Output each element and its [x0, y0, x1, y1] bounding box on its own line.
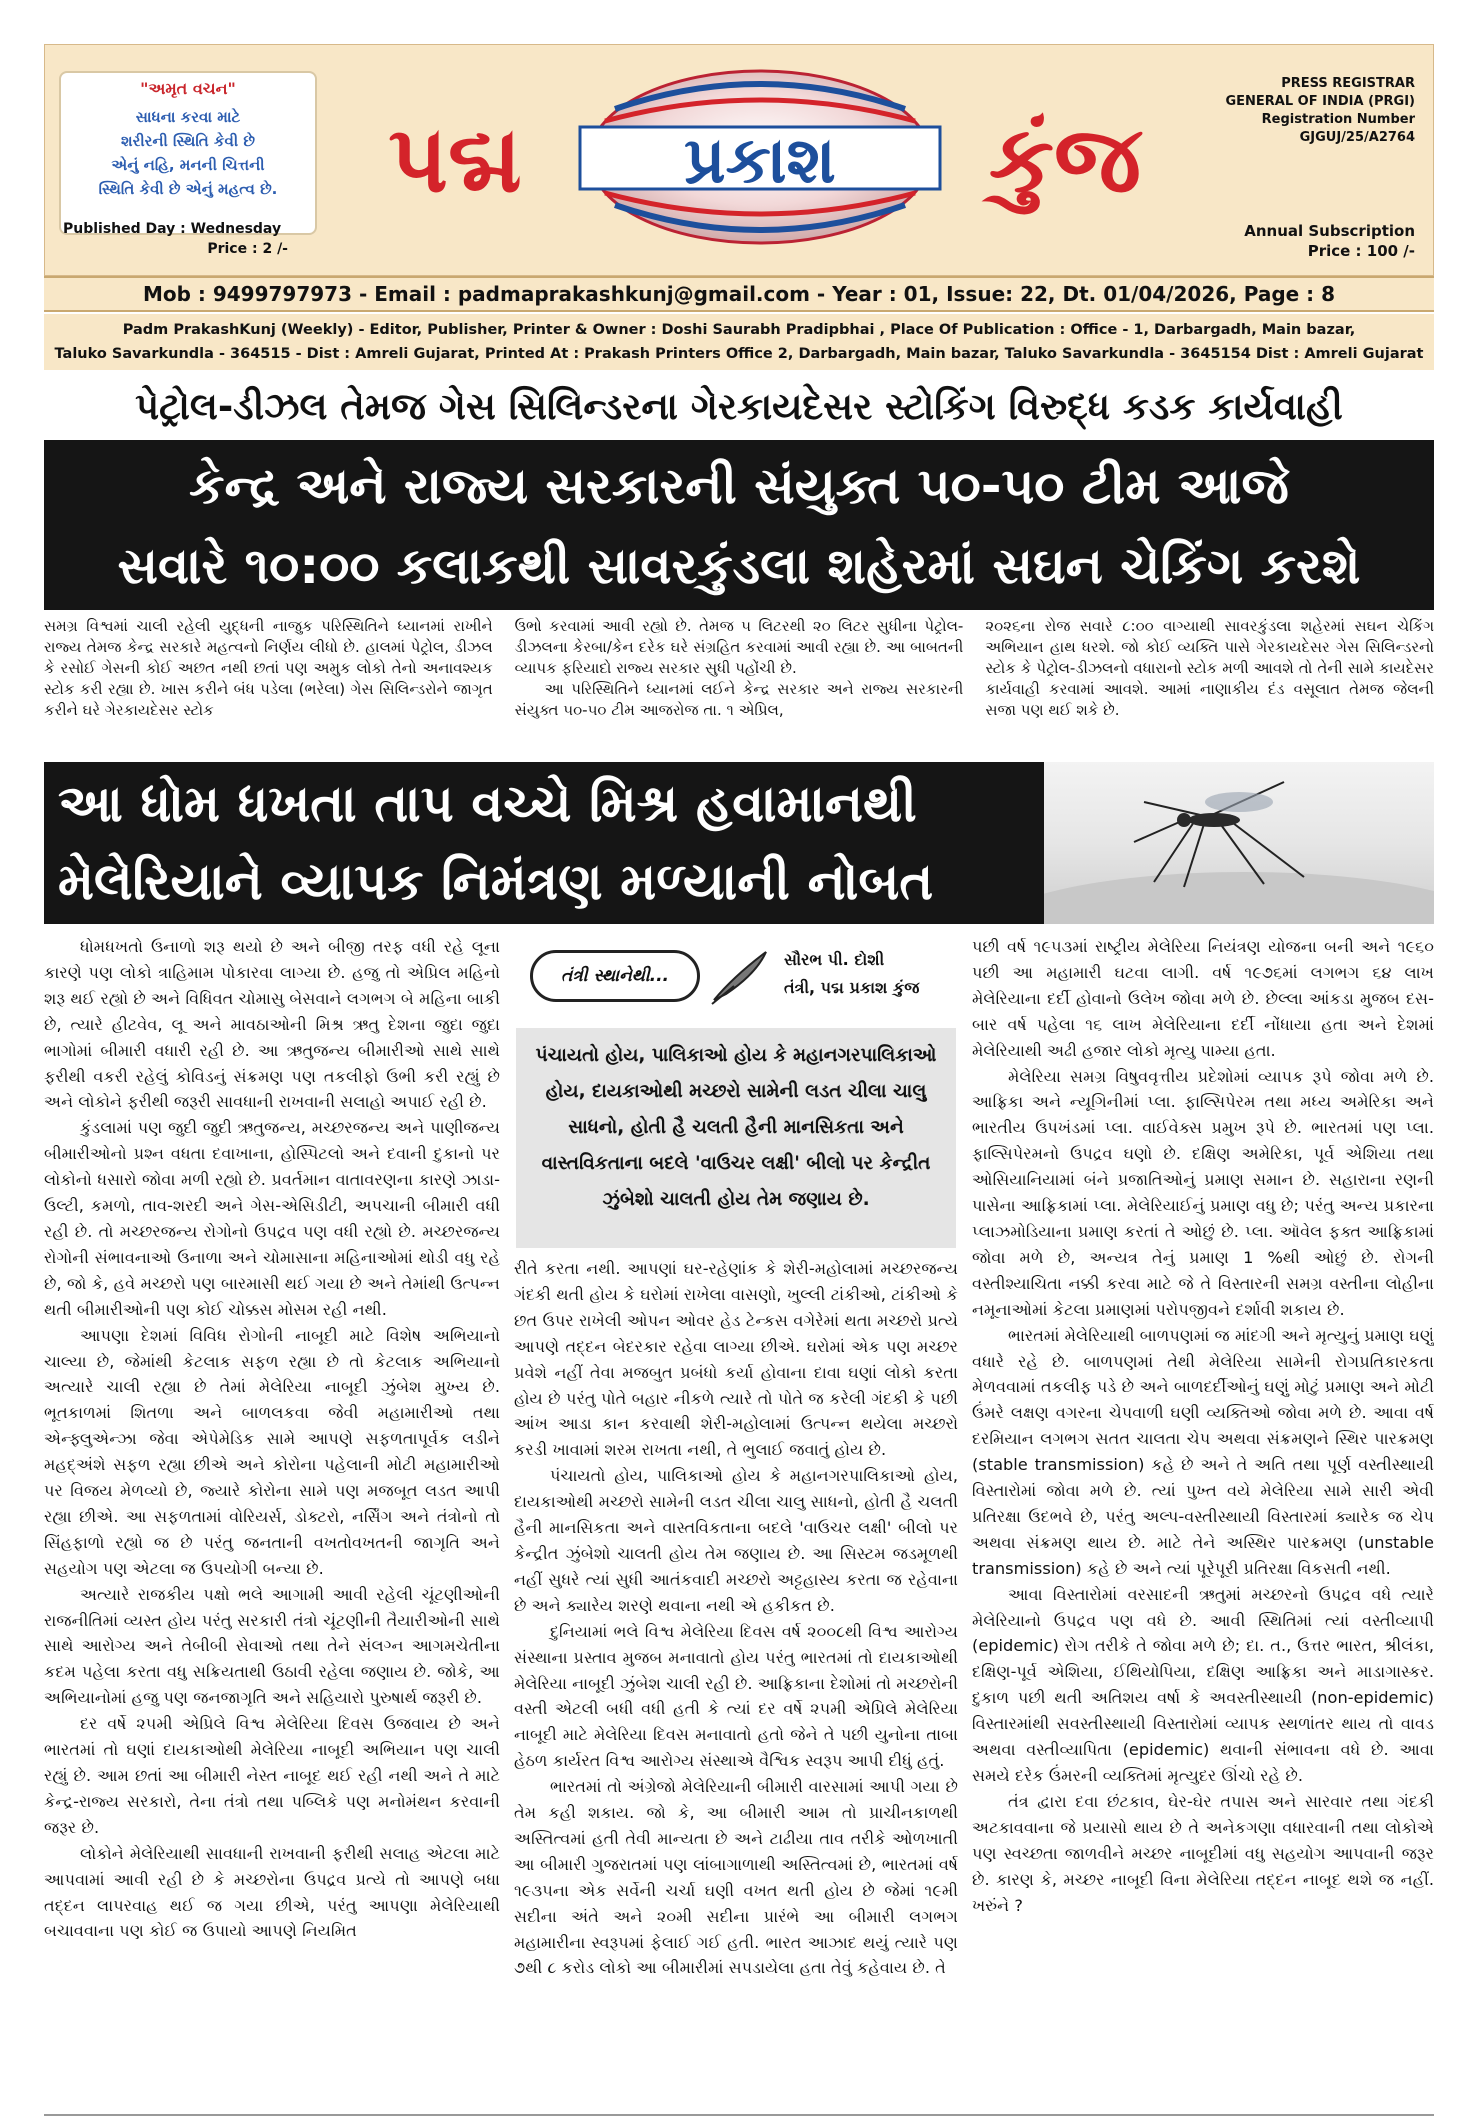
mosquito-icon: [1044, 762, 1434, 924]
quote-line: શરીરની સ્થિતિ કેવી છે: [121, 132, 255, 150]
title-left: પદ્મ: [388, 106, 522, 213]
imprint-line: Padm PrakashKunj (Weekly) - Editor, Publisher, Printer & Owner : Doshi Saurabh Pradipbhai , Place Of Publication : Office - 1, Darbargadh, Main bazar,: [122, 322, 1356, 338]
story2-column-b: [514, 1256, 958, 2114]
headline-line: સવારે ૧૦:૦૦ કલાકથી સાવરકુંડલા શહેરમાં સઘન ચેકિંગ કરશે: [117, 537, 1361, 595]
paragraph: રીતે કરતા નથી. આપણાં ઘર-રહેણાંક કે શેરી-મહોલામાં મચ્છરજન્ય ગંદકી થતી હોય કે ઘરોમાં રાખેલા વાસણો, ખુલ્લી ટાંકીઓ, ટાંકીઓ કે છત ઉપર રાખેલી ઓપન ઓવર હેડ ટેન્કસ વગેરેમાં થતા મચ્છરો પ્રત્યે આપણે તદ્દન બેદરકાર રહેવા લાગ્યા છીએ. ઘરોમાં એક પણ મચ્છર પ્રવેશે નહીં તેવા મજબુત પ્રબંધો કર્યા હોવાના દાવા ઘણાં લોકો કરતા હોય છે પરંતુ પોતે બહાર નીકળે ત્યારે તો પોતે જ કરેલી ગંદકી કે પછી આંખ આડા કાન કરવાથી શેરી-મહોલામાં ઉત્પન્ન થયેલા મચ્છરો કરડી ખાવામાં શરમ રાખતા નથી, તે ભુલાઈ જવાતું હોય છે.: [514, 1259, 958, 1460]
paragraph: દર વર્ષે ૨૫મી એપ્રિલે વિશ્વ મેલેરિયા દિવસ ઉજવાય છે અને ભારતમાં તો ઘણાં દાયકાઓથી મેલેરિયા નાબૂદી અભિયાન પણ ચાલી રહ્યું છે. આમ છતાં આ બીમારી નેસ્ત નાબૂદ થઈ રહી નથી અને તે માટે કેન્દ્ર-રાજ્ય સરકારો, તેના તંત્રો તથા પબ્લિકે પણ મનોમંથન કરવાની જરૂર છે.: [44, 1714, 500, 1837]
registration-block: [1225, 75, 1415, 147]
paragraph: ભારતમાં મેલેરિયાથી બાળપણમાં જ માંદગી અને મૃત્યુનું પ્રમાણ ઘણું વધારે રહે છે. બાળપણમાં તેથી મેલેરિયા સામેની રોગપ્રતિકારકતા મેળવવામાં તકલીફ પડે છે અને બાળદર્દીઓનું ઘણું મોટું પ્રમાણ અને મોટી ઉંમરે લક્ષણ વગરના ચેપવાળી ઘણી વ્યક્તિઓ જોવા મળે છે. આવા વર્ષ દરમિયાન લગભગ સતત ચાલતા ચેપ અથવા સંક્રમણને સ્થિર પારક્રમણ (stable transmission) કહે છે અને તે અતિ તથા પૂર્ણ વસ્તીસ્થાયી વિસ્તારોમાં જોવા મળે છે. ત્યાં પુખ્ત વયે મેલેરિયા સામે સારી એવી પ્રતિરક્ષા ઉદભવે છે, પરંતુ અલ્પ-વસ્તીસ્થાયી વિસ્તારમાં ક્યારેક જ ચેપ અથવા સંક્રમણ થાય છે. માટે તેને અસ્થિર પારક્રમણ (unstable transmission) કહે છે અને ત્યાં પૂરેપૂરી પ્રતિરક્ષા વિકસતી નથી.: [972, 1325, 1434, 1578]
story1-column: ૨૦૨૬ના રોજ સવારે ૮:૦૦ વાગ્યાથી સાવરકુંડલા શહેરમાં સઘન ચેકિંગ અભિયાન હાથ ધરશે. જો કોઈ વ્યક્તિ પાસે ગેરકાયદેસર ગેસ સિલિન્ડરનો સ્ટોક કે પેટ્રોલ-ડીઝલનો વધારાનો સ્ટોક મળી આવશે તો તેની સામે કાયદેસર કાર્યવાહી કરવામાં આવશે. આમાં નાણાકીય દંડ વસૂલાત તેમજ જેલની સજા પણ થઈ શકે છે.: [985, 617, 1435, 719]
paragraph: આપણા દેશમાં વિવિધ રોગોની નાબૂદી માટે વિશેષ અભિયાનો ચાલ્યા છે, જેમાંથી કેટલાક સફળ રહ્યા છે તો કેટલાક અભિયાનો અત્યારે ચાલી રહ્યા છે તેમાં મેલેરિયા નાબૂદી ઝુંબેશ મુખ્ય છે. ભૂતકાળમાં શિતળા અને બાળલકવા જેવી મહામારીઓ તથા એન્ફ્લુએન્ઝા જેવા એપેમેડિક સામે આપણે સફળતાપૂર્વક લડીને મહદ્અંશે સફળ રહ્યા છીએ અને કોરોના પહેલાની મોટી મહામારીઓ પર વિજય મેળવ્યો છે, જ્યારે કોરોના સામે પણ મજબૂત લડત આપી રહ્યા છીએ. આ સફળતામાં વોરિયર્સ, ડોક્ટરો, નર્સિંગ અને તંત્રોનો તો સિંહફાળો રહ્યો જ છે પરંતુ જનતાની વખતોવખતની જાગૃતિ અને સહયોગ પણ એટલા જ ઉપયોગી બન્યા છે.: [44, 1325, 500, 1578]
annual-price: Price : 100 /-: [1307, 242, 1415, 260]
imprint-line: Taluko Savarkundla - 364515 - Dist : Amreli Gujarat, Printed At : Prakash Printers Office 2, Darbargadh, Main bazar, Taluko Savarkundla - 3645154 Dist : Amreli Gujarat: [54, 346, 1424, 362]
paragraph: આ પરિસ્થિતિને ધ્યાનમાં લઈને કેન્દ્ર સરકાર અને રાજ્ય સરકારની સંયુક્ત ૫૦-૫૦ ટીમ આજરોજ તા. ૧ એપ્રિલ,: [514, 680, 964, 719]
pull-quote: પંચાયતો હોય, પાલિકાઓ હોય કે મહાનગરપાલિકાઓ હોય, દાયકાઓથી મચ્છરો સામેની લડત ચીલા ચાલુ સાધનો, હોતી હૈ ચલતી હૈની માનસિકતા અને વાસ્તવિકતાના બદલે 'વાઉચર લક્ષી' બીલો પર કેન્દ્રીત ઝુંબેશો ચાલતી હોય તેમ જણાય છે.: [516, 1028, 956, 1248]
story1-body: [44, 616, 1434, 742]
paragraph: પછી વર્ષ ૧૯૫૩માં રાષ્ટ્રીય મેલેરિયા નિયંત્રણ યોજના બની અને ૧૯૬૦ પછી આ મહામારી ઘટવા લાગી. વર્ષ ૧૯૭૬માં લગભગ ૬૪ લાખ મેલેરિયાના દર્દી હોવાનો ઉલેખ જોવા મળે છે. છેલ્લા આંકડા મુજબ દસ-બાર વર્ષ પહેલા ૧૬ લાખ મેલેરિયાના દર્દી નોંધાયા હતા અને દેશમાં મેલેરિયાથી અઢી હજાર લોકો મૃત્યુ પામ્યા હતા.: [972, 937, 1434, 1060]
paragraph: આવા વિસ્તારોમાં વરસાદની ઋતુમાં મચ્છરનો ઉપદ્રવ વધે ત્યારે મેલેરિયાનો ઉપદ્રવ પણ વધે છે. આવી સ્થિતિમાં ત્યાં વસ્તીવ્યાપી (epidemic) રોગ તરીકે તે જોવા મળે છે; દા. ત., ઉત્તર ભારત, શ્રીલંકા, દક્ષિણ-પૂર્વ એશિયા, ઈથિયોપિયા, દક્ષિણ આફ્રિકા અને માડાગાસ્કર. દુકાળ પછી થતી અતિશય વર્ષા કે અવસ્તીસ્થાયી (non-epidemic) વિસ્તારમાંથી સવસ્તીસ્થાયી વિસ્તારોમાં વ્યાપક સ્થળાંતર થાય તો વાવડ અથવા વસ્તીવ્યાપિતા (epidemic) થવાની સંભાવના વધે છે. આવા સમયે દરેક ઉંમરની વ્યક્તિમાં મૃત્યુદર ઊંચો રહે છે.: [972, 1584, 1434, 1785]
registration-line: PRESS REGISTRAR: [1281, 76, 1415, 91]
registration-line: Registration Number: [1261, 112, 1415, 127]
paragraph: અત્યારે રાજકીય પક્ષો ભલે આગામી આવી રહેલી ચૂંટણીઓની રાજનીતિમાં વ્યસ્ત હોય પરંતુ સરકારી તંત્રો ચૂંટણીની તૈયારીઓની સાથે સાથે આરોગ્ય અને તેબીબી સેવાઓ તથા તેને સંલગ્ન આગમચેતીના કદમ પહેલા કરતા વધુ સક્રિયતાથી ઉઠાવી રહેલા જણાય છે. જોકે, આ અભિયાનોમાં હજુ પણ જનજાગૃતિ અને સહિયારો પુરુષાર્થ જરૂરી છે.: [44, 1584, 500, 1708]
author-name: સૌરભ પી. દોશી: [784, 950, 885, 969]
mosquito-photo: [1044, 762, 1434, 924]
title-right: કુંજ: [989, 106, 1141, 213]
quote-box: [59, 71, 317, 235]
quill-pen-icon: [704, 946, 774, 1008]
title-center: પ્રકાશ: [684, 124, 836, 198]
story1-column: [515, 616, 964, 742]
paragraph: કુંડલામાં પણ જુદી જુદી ઋતુજન્ય, મચ્છરજન્ય અને પાણીજન્ય બીમારીઓનો પ્રશ્ન વધતા દવાખાના, હોસ્પિટલો અને દવાની દુકાનો પર લોકોનો ધસારો જોવા મળી રહ્યો છે. પ્રવર્તમાન વાતાવરણના કારણે ઝાડા-ઉલ્ટી, કમળો, તાવ-શરદી અને ગેસ-એસિડીટી, અપચાની બીમારી વધી રહી છે. તો મચ્છરજન્ય રોગોનો ઉપદ્રવ પણ વધી રહ્યો છે. મચ્છરજન્ય રોગોની સંભાવનાઓ ઉનાળા અને ચોમાસાના મહિનાઓમાં થોડી વધુ રહે છે, જો કે, હવે મચ્છરો પણ બારમાસી થઈ ગયા છે અને તેમાંથી ઉત્પન્ન થતી બીમારીઓની પણ કોઈ ચોક્કસ મોસમ રહી નથી.: [44, 1118, 500, 1319]
headline-line: મેલેરિયાને વ્યાપક નિમંત્રણ મળ્યાની નોબત: [58, 853, 934, 912]
paragraph: તંત્ર દ્વારા દવા છંટકાવ, ઘેર-ઘેર તપાસ અને સારવાર તથા ગંદકી અટકાવવાના જે પ્રયાસો થાય છે તે અનેકગણા વધારવાની તથા લોકોએ પણ સ્વચ્છતા જાળવીને મચ્છર નાબૂદીમાં વધુ સહયોગ આપવાની જરૂર છે. કારણ કે, મચ્છર નાબૂદી વિના મેલેરિયા તદ્દન નાબૂદ થશે જ નહીં. ખરુંને ?: [972, 1791, 1434, 1915]
contact-bar: Mob : 9499797973 - Email : padmaprakashkunj@gmail.com - Year : 01, Issue: 22, Dt. 01/04/2026, Page : 8: [44, 276, 1434, 312]
bottom-rule: [44, 2114, 1434, 2116]
headline-line: આ ધોમ ધખતા તાપ વચ્ચે મિશ્ર હવામાનથી: [58, 775, 917, 834]
story1-headline: [44, 440, 1434, 610]
editorial-badge: તંત્રી સ્થાનેથી...: [530, 950, 700, 1002]
headline-line: કેન્દ્ર અને રાજ્ય સરકારની સંયુક્ત ૫૦-૫૦ ટીમ આજે: [189, 457, 1289, 515]
story2-column-c: [972, 934, 1434, 2114]
registration-line: GJGUJ/25/A2764: [1299, 130, 1415, 145]
story2-column-a: [44, 934, 500, 2114]
paragraph: લોકોને મેલેરિયાથી સાવધાની રાખવાની ફરીથી સલાહ એટલા માટે આપવામાં આવી રહી છે કે મચ્છરોના ઉપદ્રવ પ્રત્યે તો આપણે બધા તદ્દન લાપરવાહ થઈ જ ગયા છીએ, પરંતુ આપણા મેલેરિયાથી બચાવવાના પણ કોઈ જ ઉપાયો આપણે નિયમિત: [44, 1843, 500, 1941]
paragraph: ધોમધખતો ઉનાળો શરૂ થયો છે અને બીજી તરફ વધી રહે લૂના કારણે પણ લોકો ત્રાહિમામ પોકારવા લાગ્યા છે. હજુ તો એપ્રિલ મહિનો શરૂ થઈ રહ્યો છે અને વિધિવત ચોમાસુ બેસવાને લગભગ બે મહિના બાકી છે, ત્યારે હીટવેવ, લૂ અને માવઠાઓની મિશ્ર ઋતુ દેશના જુદા જુદા ભાગોમાં બીમારી વધારી રહી છે. આ ઋતુજન્ય બીમારીઓ સાથે સાથે ફરીથી વકરી રહેલું કોવિડનું સંક્રમણ પણ તકલીફો ઉભી કરી રહ્યું છે અને લોકોને ફરીથી જરૂરી સાવધાની રાખવાની સલાહો અપાઈ રહી છે.: [44, 937, 500, 1112]
paragraph: ઉભો કરવામાં આવી રહ્યો છે. તેમજ ૫ લિટરથી ૨૦ લિટર સુધીના પેટ્રોલ-ડીઝલના કેરબા/કેન દરેક ઘરે સંગ્રહિત કરવામાં આવી રહ્યા છે. આ બાબતની વ્યાપક ફરિયાદો રાજ્ય સરકાર સુધી પહોંચી છે.: [514, 617, 964, 677]
paragraph: ભારતમાં તો અંગ્રેજો મેલેરિયાની બીમારી વારસામાં આપી ગયા છે તેમ કહી શકાય. જો કે, આ બીમારી આમ તો પ્રાચીનકાળથી અસ્તિત્વમાં હતી તેવી માન્યતા છે અને ટાઢીયા તાવ તરીકે ઓળખાતી આ બીમારી ગુજરાતમાં પણ લાંબાગાળાથી અસ્તિત્વમાં છે, ભારતમાં વર્ષ ૧૯૩૫ના એક સર્વેની ચર્ચા ઘણી વખત થતી હોય છે જેમાં ૧૯મી સદીના અંતે અને ૨૦મી સદીના પ્રારંભે આ બીમારી લગભગ મહામારીના સ્વરૂપમાં ફેલાઈ ગઈ હતી. ભારત આઝાદ થયું ત્યારે પણ ૭થી ૮ કરોડ લોકો આ બીમારીમાં સપડાયેલા હતા તેવું કહેવાય છે. તે: [514, 1777, 958, 1978]
story1-column: સમગ્ર વિશ્વમાં ચાલી રહેલી યુદ્ધની નાજુક પરિસ્થિતિને ધ્યાનમાં રાખીને રાજ્ય તેમજ કેન્દ્ર સરકારે મહત્વનો નિર્ણય લીધો છે. હાલમાં પેટ્રોલ, ડીઝલ કે રસોઈ ગેસની કોઈ અછત નથી છતાં પણ અમુક લોકો તેનો અનાવશ્યક સ્ટોક કરી રહ્યા છે. ખાસ કરીને બંધ પડેલા (ભરેલા) ગેસ સિલિન્ડરોને જાગૃત કરીને ઘરે ગેરકાયદેસર સ્ટોક: [44, 617, 493, 719]
quote-line: સ્થિતિ કેવી છે એનું મહત્વ છે.: [98, 180, 278, 198]
story2-headline: [44, 762, 1044, 924]
quote-line: સાધના કરવા માટે: [135, 108, 241, 126]
published-day: Published Day : Wednesday: [63, 221, 282, 237]
annual-subscription: Annual Subscription: [1244, 222, 1415, 240]
imprint: [44, 314, 1434, 370]
paragraph: દુનિયામાં ભલે વિશ્વ મેલેરિયા દિવસ વર્ષ ૨૦૦૮થી વિશ્વ આરોગ્ય સંસ્થાના પ્રસ્તાવ મુજબ મનાવાતો હોય પરંતુ ભારતમાં તો દાયકાઓથી મેલેરિયા નાબૂદી ઝુંબેશ ચાલી રહી છે. આફ્રિકાના દેશોમાં તો મચ્છરોની વસ્તી એટલી બધી વધી હતી કે ત્યાં દર વર્ષે ૨૫મી એપ્રિલે મેલેરિયા નાબૂદી માટે મેલેરિયા દિવસ મનાવાતો હતો જેને તે પછી યુનોના તાબા હેઠળ કાર્યરત વિશ્વ આરોગ્ય સંસ્થાએ વૈશ્વિક સ્વરૂપ આપી દીધું હતું.: [514, 1621, 958, 1771]
subscription-block: [1244, 221, 1415, 261]
paragraph: મેલેરિયા સમગ્ર વિષુવવૃત્તીય પ્રદેશોમાં વ્યાપક રૂપે જોવા મળે છે. આફ્રિકા અને ન્યૂગિનીમાં પ્લા. ફાલ્સિપેરમ તથા મધ્ય અમેરિકા અને ભારતીય ઉપખંડમાં પ્લા. વાઈવેક્સ પ્રમુખ રૂપે છે. ભારતમાં પણ પ્લા. ફાલ્સિપેરમનો ઉપદ્રવ ઘણો છે. દક્ષિણ અમેરિકા, પૂર્વ એશિયા તથા ઓસિયાનિયામાં બંને પ્રજાતિઓનું પ્રમાણ સમાન છે. સહારાના રણની પાસેના આફ્રિકામાં પ્લા. મેલેરિયાઈનું પ્રમાણ વધુ છે; પરંતુ અન્ય પ્રકારના પ્લાઝમોડિયાના પ્રમાણ કરતાં તે ઓછું છે. પ્લા. ઑવેલ ફક્ત આફ્રિકામાં જોવા મળે છે, અન્યત્ર તેનું પ્રમાણ 1 %થી ઓછું છે. રોગની વસ્તીશ્યાચિતા નક્કી કરવા માટે જે તે વિસ્તારની સમગ્ર વસ્તીના લોહીના નમૂનાઓમાં કેટલા પ્રમાણમાં પરોપજીવને દર્શાવી શકાય છે.: [972, 1066, 1434, 1319]
author-block: [784, 946, 919, 1002]
story1-kicker: પેટ્રોલ-ડીઝલ તેમજ ગેસ સિલિન્ડરના ગેરકાયદેસર સ્ટોકિંગ વિરુદ્ધ કડક કાર્યવાહી: [135, 385, 1343, 428]
masthead: [44, 44, 1434, 276]
quote-line: એનું નહિ, મનની ચિત્તની: [111, 156, 265, 174]
newspaper-logo: [325, 69, 1195, 245]
author-title: તંત્રી, પદ્મ પ્રકાશ કુંજ: [784, 978, 920, 997]
paragraph: પંચાયતો હોય, પાલિકાઓ હોય કે મહાનગરપાલિકાઓ હોય, દાયકાઓથી મચ્છરો સામેની લડત ચીલા ચાલુ સાધનો, હોતી હૈ ચલતી હૈની માનસિકતા અને વાસ્તવિકતાના બદલે 'વાઉચર લક્ષી' બીલો પર કેન્દ્રીત ઝુંબેશો ચાલતી હોય તેમ જણાય છે. આ સિસ્ટમ જડમૂળથી નહીં સુધરે ત્યાં સુધી આતંકવાદી મચ્છરો અટ્ટહાસ્ય કરતા જ રહેવાના છે અને ક્યારેય શરણે થવાના નથી એ હકીકત છે.: [514, 1466, 958, 1615]
editorial-byline: [514, 934, 958, 1020]
registration-line: GENERAL OF INDIA (PRGI): [1225, 94, 1415, 109]
quote-title: "અમૃત વચન": [140, 79, 236, 98]
price: Price : 2 /-: [207, 241, 288, 257]
